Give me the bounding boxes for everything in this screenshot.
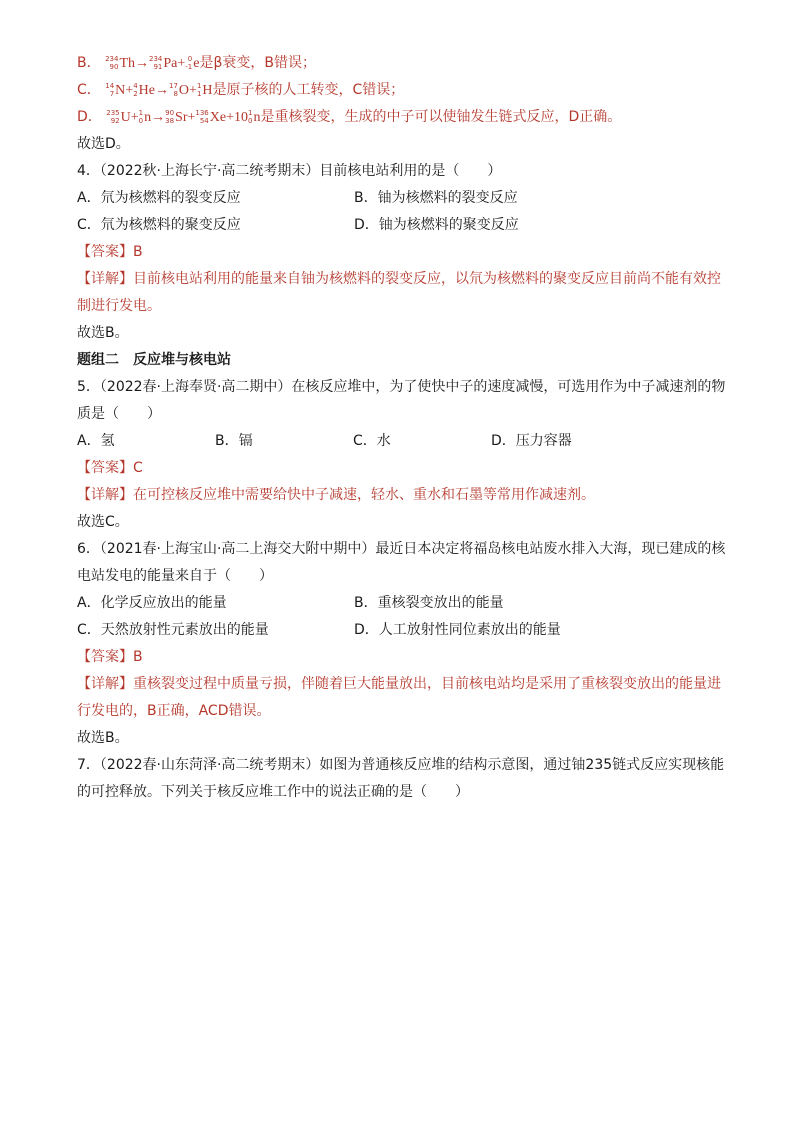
q4-detail xyxy=(77,266,727,320)
q4-options-row-1 xyxy=(77,185,727,212)
plus-sign: + xyxy=(177,56,186,71)
element-symbol: He xyxy=(138,83,155,98)
nuclide-index xyxy=(248,109,252,125)
q6-options-row-1 xyxy=(77,590,727,617)
atomic-number: 2 xyxy=(133,90,138,98)
q6-options-row-2 xyxy=(77,617,727,644)
plus-sign: + xyxy=(187,110,196,125)
nuclide-index xyxy=(139,109,143,125)
mass-number: 0 xyxy=(187,55,193,63)
plus-sign: + xyxy=(130,110,139,125)
detail-label: 【详解】 xyxy=(77,487,133,503)
detail-text: 在可控核反应堆中需要给快中子减速，轻水、重水和石墨等常用作减速剂。 xyxy=(133,487,595,503)
element-symbol: e xyxy=(193,56,200,71)
arrow-icon: → xyxy=(154,83,169,98)
mass-number: 235 xyxy=(106,109,120,117)
nuclide-index xyxy=(169,82,178,98)
option-prefix: C． xyxy=(77,82,101,98)
q4-options-row-2 xyxy=(77,212,727,239)
option-text: 是重核裂变，生成的中子可以使铀发生链式反应，D正确。 xyxy=(260,109,622,125)
nuclide-index xyxy=(149,55,162,71)
mass-number: 136 xyxy=(195,109,209,117)
mass-number: 234 xyxy=(149,55,163,63)
atomic-number: 38 xyxy=(165,117,175,125)
prev-conclusion: 故选D。 xyxy=(77,136,130,152)
q5-option-d[interactable]: D．压力容器 xyxy=(491,433,572,449)
q4-option-c[interactable]: C．氘为核燃料的聚变反应 xyxy=(77,217,241,233)
atomic-number: -1 xyxy=(185,63,193,71)
mass-number: 1 xyxy=(138,109,144,117)
q6-option-a[interactable]: A．化学反应放出的能量 xyxy=(77,595,227,611)
atomic-number: 0 xyxy=(138,117,144,125)
q4-option-a[interactable]: A．氘为核燃料的裂变反应 xyxy=(77,190,241,206)
q4-option-d[interactable]: D．铀为核燃料的聚变反应 xyxy=(354,217,519,233)
plus-sign: + xyxy=(189,83,197,98)
q5-stem: 5．（2022春·上海奉贤·高二期中）在核反应堆中，为了使快中子的速度减慢，可选用作为中子减速剂的物质是（ ） xyxy=(77,379,726,422)
element-symbol: U xyxy=(120,110,131,125)
option-text: 是β衰变，B错误； xyxy=(199,55,317,71)
atomic-number: 90 xyxy=(109,63,119,71)
q6-conclusion: 故选B。 xyxy=(77,730,129,746)
nuclide-index xyxy=(105,55,118,71)
nuclide-index xyxy=(133,82,137,98)
element-symbol: Sr xyxy=(175,110,188,125)
q6-option-d[interactable]: D．人工放射性同位素放出的能量 xyxy=(354,622,561,638)
q4-option-b[interactable]: B．铀为核燃料的裂变反应 xyxy=(354,190,518,206)
nuclide-index xyxy=(197,82,201,98)
atomic-number: 7 xyxy=(109,90,115,98)
element-symbol: H xyxy=(202,83,213,98)
element-symbol: n xyxy=(144,110,152,125)
mass-number: 1 xyxy=(196,82,202,90)
atomic-number: 54 xyxy=(199,117,209,125)
plus-sign: + xyxy=(125,83,134,98)
atomic-number: 92 xyxy=(110,117,120,125)
q4-answer: 【答案】B xyxy=(77,244,143,260)
q5-options-row xyxy=(77,428,727,455)
element-symbol: N xyxy=(115,83,126,98)
nuclide-index xyxy=(105,82,114,98)
coefficient: +10 xyxy=(226,110,248,125)
nuclide-index xyxy=(185,55,192,71)
q5-conclusion: 故选C。 xyxy=(77,514,129,530)
nuclide-index xyxy=(165,109,174,125)
mass-number: 14 xyxy=(105,82,115,90)
mass-number: 4 xyxy=(133,82,138,90)
mass-number: 1 xyxy=(248,109,253,117)
prev-option-d xyxy=(77,104,727,131)
q4-stem: 4．（2022秋·上海长宁·高二统考期末）目前核电站利用的是（ ） xyxy=(77,163,502,179)
atomic-number: 91 xyxy=(153,63,163,71)
mass-number: 90 xyxy=(165,109,175,117)
q6-option-c[interactable]: C．天然放射性元素放出的能量 xyxy=(77,622,269,638)
option-text: 是原子核的人工转变，C错误； xyxy=(212,82,405,98)
atomic-number: 1 xyxy=(196,90,202,98)
atomic-number: 0 xyxy=(248,117,253,125)
arrow-icon: → xyxy=(151,110,166,125)
arrow-icon: → xyxy=(135,56,149,71)
q5-answer: 【答案】C xyxy=(77,460,143,476)
nuclide-index xyxy=(106,109,119,125)
q6-stem: 6．（2021春·上海宝山·高二上海交大附中期中）最近日本决定将福岛核电站废水排入大海，现已建成的核电站发电的能量来自于（ ） xyxy=(77,541,726,584)
q4-conclusion: 故选B。 xyxy=(77,325,129,341)
element-symbol: n xyxy=(253,110,261,125)
element-symbol: O xyxy=(178,83,190,98)
element-symbol: Th xyxy=(119,56,135,71)
option-prefix: B． xyxy=(77,55,101,71)
q6-option-b[interactable]: B．重核裂变放出的能量 xyxy=(354,595,504,611)
mass-number: 17 xyxy=(168,82,178,90)
document-page xyxy=(77,50,727,806)
q7-stem: 7．（2022春·山东菏泽·高二统考期末）如图为普通核反应堆的结构示意图，通过铀235链式反应实现核能的可控释放。下列关于核反应堆工作中的说法正确的是（ ） xyxy=(77,757,725,800)
q5-option-a[interactable]: A．氢 xyxy=(77,433,115,449)
q5-option-b[interactable]: B．镉 xyxy=(215,433,253,449)
detail-label: 【详解】 xyxy=(77,676,133,692)
q6-detail xyxy=(77,671,727,725)
atomic-number: 8 xyxy=(173,90,178,98)
prev-option-c xyxy=(77,77,727,104)
q6-answer: 【答案】B xyxy=(77,649,143,665)
mass-number: 234 xyxy=(105,55,119,63)
q5-detail xyxy=(77,482,727,509)
detail-text: 重核裂变过程中质量亏损，伴随着巨大能量放出，目前核电站均是采用了重核裂变放出的能量进行发电的，B正确，ACD错误。 xyxy=(77,676,721,719)
nuclide-index xyxy=(195,109,208,125)
element-symbol: Pa xyxy=(163,56,178,71)
section-title: 题组二 反应堆与核电站 xyxy=(77,352,231,368)
prev-option-b xyxy=(77,50,727,77)
detail-label: 【详解】 xyxy=(77,271,133,287)
element-symbol: Xe xyxy=(209,110,227,125)
q5-option-c[interactable]: C．水 xyxy=(353,433,391,449)
option-prefix: D． xyxy=(77,109,102,125)
detail-text: 目前核电站利用的能量来自铀为核燃料的裂变反应，以氘为核燃料的聚变反应目前尚不能有效控制进行发电。 xyxy=(77,271,721,314)
